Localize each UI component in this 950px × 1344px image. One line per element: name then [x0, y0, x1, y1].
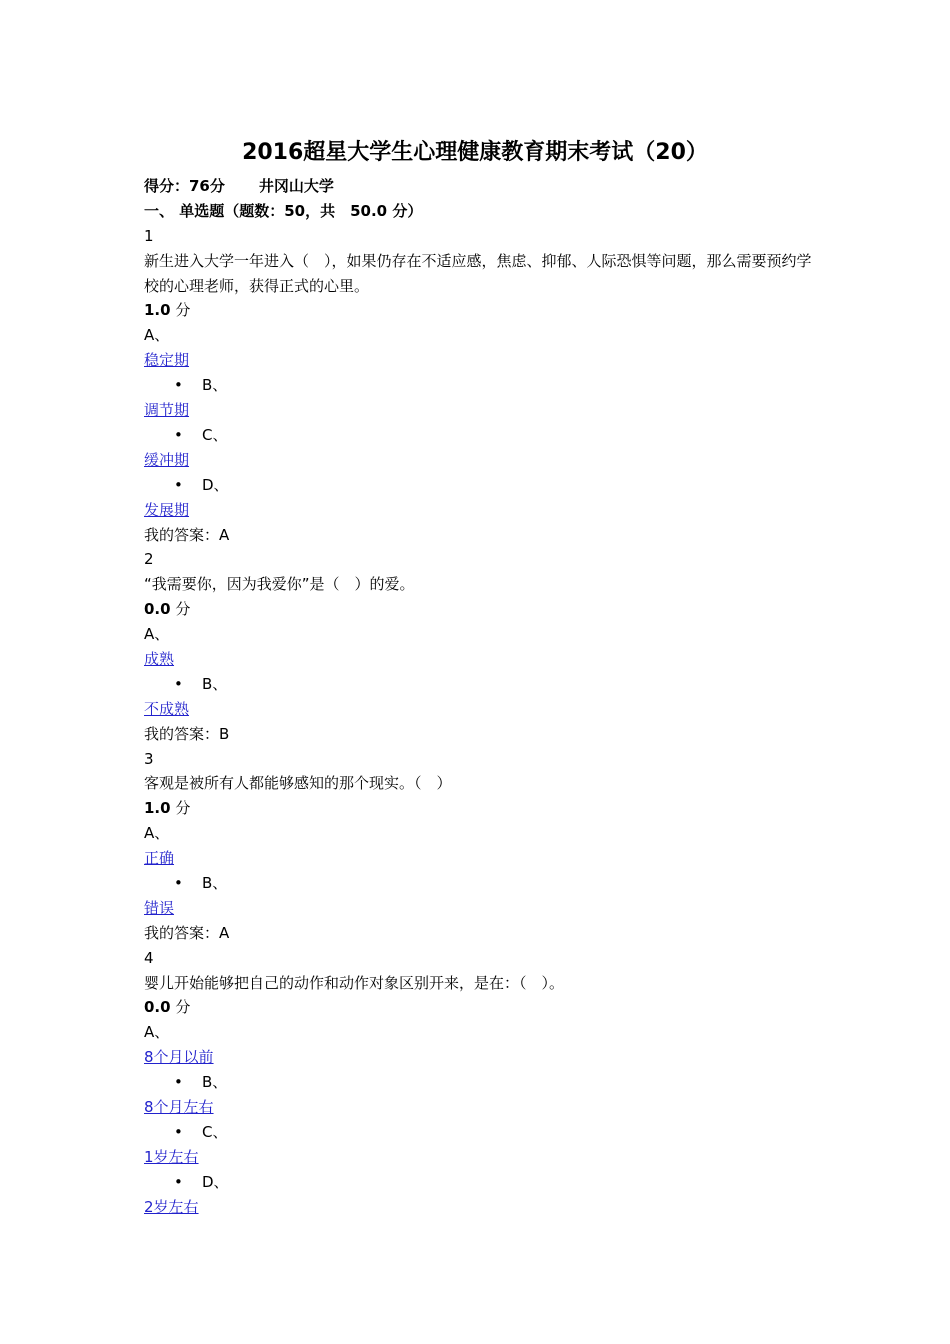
option-letter: A、: [144, 625, 170, 644]
question-text: “我需要你，因为我爱你”是（ ）的爱。: [144, 575, 415, 594]
question-number: 2: [144, 550, 154, 569]
bullet-icon: •: [174, 1172, 183, 1191]
option-link[interactable]: 缓冲期: [144, 450, 190, 469]
option-link[interactable]: 不成熟: [144, 699, 190, 718]
option-link[interactable]: 发展期: [144, 500, 190, 519]
question-score: [144, 995, 824, 1020]
section-heading: 一、 单选题（题数：50，共 50.0 分）: [144, 201, 423, 220]
question-number: 4: [144, 948, 154, 967]
option-link[interactable]: 错误: [144, 898, 175, 917]
option-letter: A、: [144, 824, 170, 843]
bullet-icon: •: [174, 425, 183, 444]
score-value: 1.0: [144, 799, 171, 818]
score-unit: 分: [175, 301, 191, 320]
option-letter: C、: [202, 1122, 228, 1141]
option-letter: D、: [202, 475, 229, 494]
list-item: [144, 423, 824, 448]
score-label: 得分：76分: [144, 177, 225, 195]
list-item: [144, 473, 824, 498]
list-item: [144, 373, 824, 398]
bullet-icon: •: [174, 1122, 183, 1141]
option-link[interactable]: 调节期: [144, 401, 190, 420]
score-unit: 分: [175, 998, 191, 1017]
score-unit: 分: [175, 799, 191, 818]
question-number: 1: [144, 226, 154, 245]
score-line: [144, 174, 824, 199]
question-2: [144, 547, 824, 746]
list-item: [144, 1170, 824, 1195]
question-score: [144, 796, 824, 821]
score-unit: 分: [175, 600, 191, 619]
option-link[interactable]: 2岁左右: [144, 1197, 199, 1216]
option-link[interactable]: 稳定期: [144, 351, 190, 370]
score-value: 0.0: [144, 998, 171, 1017]
question-number: 3: [144, 749, 154, 768]
option-link[interactable]: 8个月以前: [144, 1048, 214, 1067]
question-1: [144, 224, 824, 548]
option-letter: B、: [202, 674, 228, 693]
option-letter: A、: [144, 326, 170, 345]
school-name: 井冈山大学: [258, 177, 334, 195]
option-letter: C、: [202, 425, 228, 444]
question-score: [144, 298, 824, 323]
option-link[interactable]: 1岁左右: [144, 1147, 199, 1166]
bullet-icon: •: [174, 674, 183, 693]
question-4: [144, 946, 824, 1220]
question-3: [144, 747, 824, 946]
score-value: 0.0: [144, 600, 171, 619]
bullet-icon: •: [174, 873, 183, 892]
my-answer: 我的答案：A: [144, 923, 230, 942]
option-link[interactable]: 正确: [144, 849, 175, 868]
option-link[interactable]: 成熟: [144, 649, 175, 668]
list-item: [144, 1120, 824, 1145]
question-score: [144, 597, 824, 622]
exam-body: [144, 174, 824, 1219]
option-link[interactable]: 8个月左右: [144, 1097, 214, 1116]
score-value: 1.0: [144, 301, 171, 320]
bullet-icon: •: [174, 376, 183, 395]
list-item: [144, 672, 824, 697]
option-letter: B、: [202, 873, 228, 892]
question-text: 婴儿开始能够把自己的动作和动作对象区别开来，是在：（ ）。: [144, 973, 565, 992]
bullet-icon: •: [174, 1073, 183, 1092]
option-letter: B、: [202, 1073, 228, 1092]
list-item: [144, 1070, 824, 1095]
bullet-icon: •: [174, 475, 183, 494]
option-letter: B、: [202, 376, 228, 395]
option-letter: A、: [144, 1023, 170, 1042]
my-answer: 我的答案：A: [144, 525, 230, 544]
my-answer: 我的答案：B: [144, 724, 230, 743]
option-letter: D、: [202, 1172, 229, 1191]
list-item: [144, 871, 824, 896]
question-text: 客观是被所有人都能够感知的那个现实。（ ）: [144, 774, 452, 793]
page-title: 2016超星大学生心理健康教育期末考试（20）: [242, 140, 708, 165]
question-text: 新生进入大学一年进入（ ），如果仍存在不适应感，焦虑、抑郁、人际恐惧等问题，那么需要预约学校的心理老师，获得正式的心里。: [144, 251, 812, 295]
